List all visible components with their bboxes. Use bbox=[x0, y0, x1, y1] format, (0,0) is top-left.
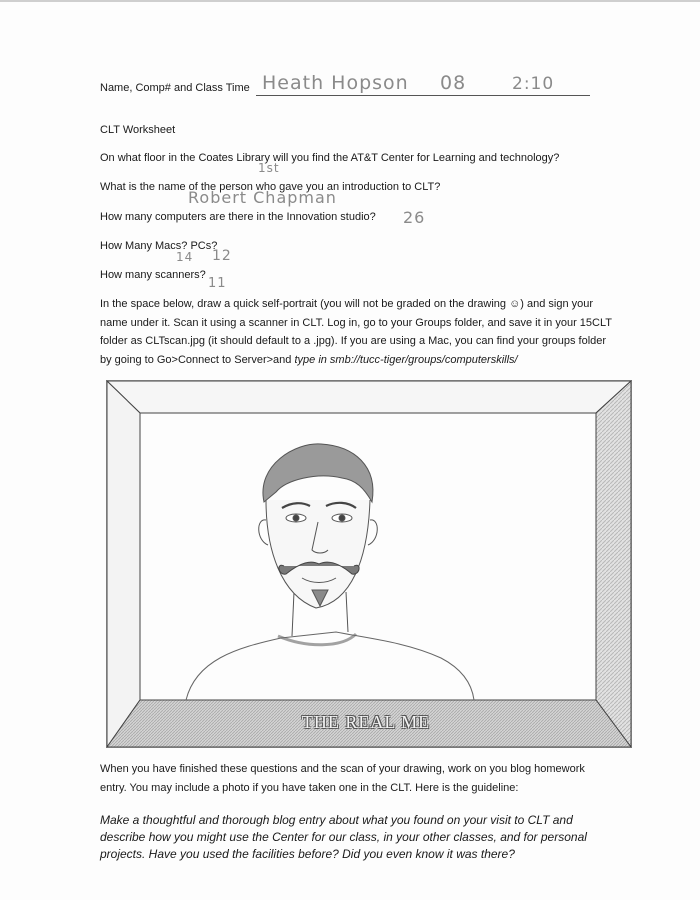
answer-pcs: 12 bbox=[212, 248, 232, 264]
guideline-line-2: describe how you might use the Center for our class, in your other classes, and for personal bbox=[100, 830, 587, 844]
guideline-line-1: Make a thoughtful and thorough blog entry about what you found on your visit to CLT and bbox=[100, 813, 573, 827]
answer-floor: 1st bbox=[258, 161, 280, 175]
answer-computers: 26 bbox=[403, 208, 426, 227]
instructions-paragraph bbox=[100, 295, 640, 369]
class-time-value: 2:10 bbox=[512, 74, 555, 94]
page-top-edge bbox=[0, 0, 700, 2]
question-scanners: How many scanners? bbox=[100, 269, 206, 281]
comp-value: 08 bbox=[440, 72, 467, 94]
self-portrait-drawing bbox=[106, 380, 632, 748]
instructions-line-4: by going to Go>Connect to Server>and type in smb://tucc-tiger/groups/computerskills/ bbox=[100, 353, 518, 366]
question-computers: How many computers are there in the Innovation studio? bbox=[100, 211, 376, 223]
question-macs-pcs: How Many Macs? PCs? bbox=[100, 240, 218, 252]
worksheet-title: CLT Worksheet bbox=[100, 124, 176, 136]
blog-guideline bbox=[100, 812, 630, 863]
portrait-caption: THE REAL ME bbox=[301, 712, 431, 732]
answer-scanners: 11 bbox=[208, 276, 227, 291]
question-floor: On what floor in the Coates Library will you find the AT&T Center for Learning and technology? bbox=[100, 152, 560, 164]
server-path: type in smb://tucc-tiger/groups/computerskills/ bbox=[294, 353, 518, 366]
instructions-line-1: In the space below, draw a quick self-portrait (you will not be graded on the drawing ☺) and sign your bbox=[100, 298, 594, 310]
name-underline bbox=[256, 95, 590, 96]
answer-macs: 14 bbox=[176, 250, 194, 264]
followup-paragraph bbox=[100, 760, 640, 797]
followup-line-2: entry. You may include a photo if you have taken one in the CLT. Here is the guideline: bbox=[100, 781, 519, 794]
instructions-line-2: name under it. Scan it using a scanner in CLT. Log in, go to your Groups folder, and save it in your 15CLT bbox=[100, 316, 612, 329]
portrait-frame bbox=[106, 380, 632, 748]
instructions-line-3: folder as CLTscan.jpg (it should default to a .jpg). If you are using a Mac, you can find your groups folder bbox=[100, 335, 607, 347]
question-person: What is the name of the person who gave you an introduction to CLT? bbox=[100, 181, 441, 193]
name-label: Name, Comp# and Class Time bbox=[100, 82, 250, 94]
name-value: Heath Hopson bbox=[262, 72, 409, 94]
answer-person: Robert Chapman bbox=[188, 188, 337, 207]
guideline-line-3: projects. Have you used the facilities before? Did you even know it was there? bbox=[100, 847, 515, 861]
followup-line-1: When you have finished these questions and the scan of your drawing, work on you blog homework bbox=[100, 763, 585, 775]
